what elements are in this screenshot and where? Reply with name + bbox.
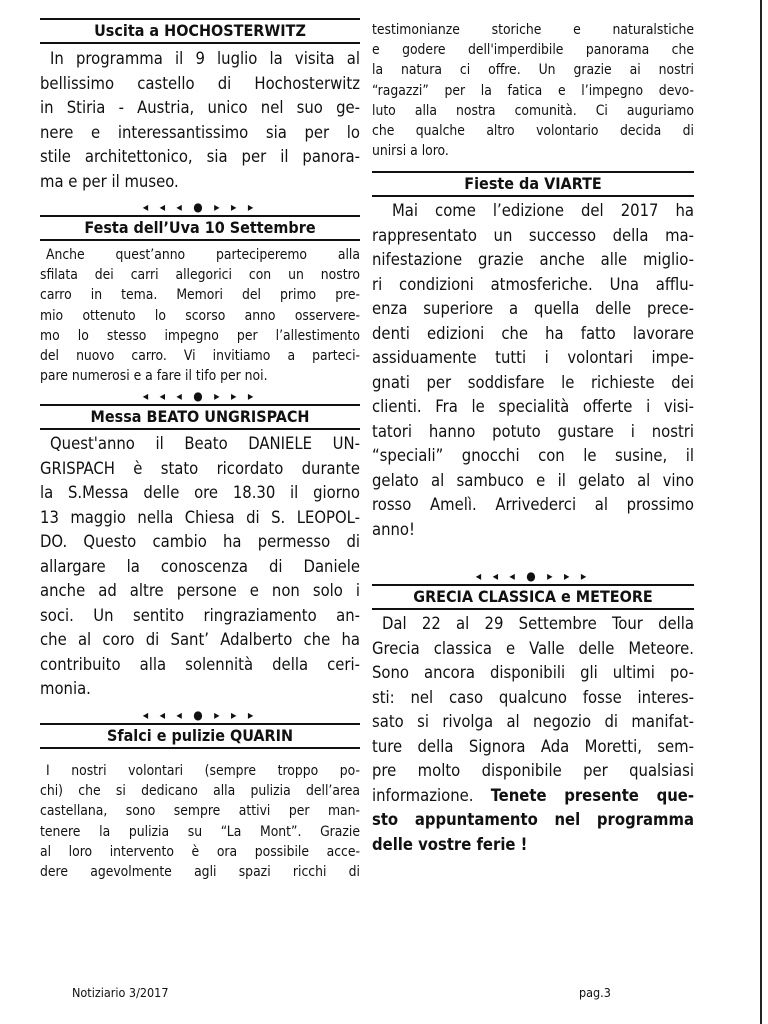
text-line: In programma il 9 luglio la visita al — [50, 49, 360, 68]
bold-text-line: delle vostre ferie ! — [372, 834, 528, 854]
right-column — [372, 20, 694, 857]
section-separator: ◂ ◂ ◂ ● ▸ ▸ ▸ — [142, 707, 258, 722]
section-title-grecia: GRECIA CLASSICA e METEORE — [413, 587, 653, 607]
text-line: “speciali” gnocchi con le susine, il — [372, 446, 694, 466]
text-line: Anche quest’anno parteciperemo alla — [46, 247, 360, 263]
text-line: anche ad altre persone e non solo i — [40, 581, 360, 601]
text-line: ma e per il museo. — [40, 171, 179, 191]
text-line: sfilata dei carri allegorici con un nostro — [40, 267, 360, 284]
section-body-grecia — [372, 612, 694, 857]
text-line: I nostri volontari (sempre troppo po- — [46, 762, 360, 779]
section-title-rule — [372, 195, 694, 197]
text-line: rosso Amelì. Arrivederci al prossimo — [372, 495, 694, 515]
section-title-rule — [40, 428, 360, 430]
text-line: sato si rivolga al negozio di manifat- — [372, 712, 694, 732]
section-title-sfalci: Sfalci e pulizie QUARIN — [106, 725, 294, 745]
text-line: allargare la conoscenza di Daniele — [40, 556, 360, 576]
text-line: anno! — [372, 519, 415, 539]
section-body-festa-uva — [40, 245, 360, 386]
text-line: Dal 22 al 29 Settembre Tour della — [382, 614, 694, 634]
section-title-rule — [372, 608, 694, 610]
text-line: la S.Messa delle ore 18.30 il giorno — [40, 483, 360, 503]
text-fragment: informazione. — [372, 785, 491, 805]
text-line: in Stiria - Austria, unico nel suo ge- — [40, 98, 360, 117]
section-title-rule — [40, 239, 360, 241]
text-line: nere e interessantissimo sia per lo — [40, 122, 360, 142]
text-line: mo lo stesso impegno per l’allestimento — [40, 327, 360, 344]
text-line: contribuito alla solennità della ceri- — [40, 654, 360, 674]
footer-page-number: pag.3 — [579, 985, 611, 1000]
text-line: Quest'anno il Beato DANIELE UN- — [50, 434, 360, 454]
text-line: enza superiore a quella delle prece- — [372, 299, 694, 319]
text-line: rappresentato un successo della ma- — [372, 225, 694, 245]
section-separator: ◂ ◂ ◂ ● ▸ ▸ ▸ — [142, 200, 258, 214]
text-line: sti: nel caso qualcuno fosse interes- — [372, 687, 694, 707]
text-line: testimonianze storiche e naturalstiche — [372, 22, 694, 38]
text-line: ture della Signora Ada Moretti, sem- — [372, 736, 694, 756]
text-line: bellissimo castello di Hochosterwitz — [40, 73, 360, 93]
text-line: Grecia classica e Valle delle Meteore. — [372, 638, 694, 658]
section-body-messa — [40, 432, 360, 702]
section-body-sfalci — [40, 761, 360, 882]
text-line: ri condizioni atmosferiche. Una afflu- — [372, 274, 694, 294]
text-line: chi) che si dedicano alla pulizia dell’area — [40, 783, 360, 800]
text-line: dere agevolmente agli spazi ricchi di — [40, 863, 360, 880]
bold-fragment: Tenete presente que- — [490, 785, 695, 805]
section-title-messa: Messa BEATO UNGRISPACH — [90, 407, 310, 427]
section-body-sfalci-continued — [372, 20, 694, 161]
text-line: castellana, sono sempre attivi per man- — [40, 803, 360, 820]
text-line: stile architettonico, sia per il panora- — [40, 147, 360, 166]
text-line: assiduamente tutti i volontari impe- — [372, 348, 694, 368]
text-line-mixed — [372, 784, 694, 809]
text-line: la natura ci offre. Un grazie ai nostri — [372, 62, 694, 79]
text-line: monia. — [40, 679, 91, 699]
text-line: pare numerosi e a fare il tifo per noi. — [40, 368, 268, 385]
section-title-hochosterwitz: Uscita a HOCHOSTERWITZ — [94, 21, 306, 40]
text-line: “ragazzi” per la fatica e l’impegno devo- — [372, 82, 694, 99]
text-line: gelato al sambuco e il gelato al vino — [372, 470, 694, 490]
bold-text-line: sto appuntamento nel programma — [372, 810, 694, 830]
text-line: soci. Un sentito ringraziamento an- — [40, 605, 360, 625]
text-line: gnati per soddisfare le richieste dei — [372, 372, 694, 392]
text-line: GRISPACH è stato ricordato durante — [40, 458, 360, 478]
text-line: mio ottenuto lo scorso anno osservere- — [40, 307, 360, 324]
text-line: pre molto disponibile per qualsiasi — [372, 761, 694, 781]
section-title-rule — [40, 42, 360, 44]
text-line: e godere dell'imperdibile panorama che — [372, 42, 694, 59]
text-line: tenere la pulizia su “La Mont”. Grazie — [40, 823, 360, 840]
text-line: che qualche altro volontario decida di — [372, 123, 694, 140]
text-line: al loro intervento è ora possibile acce- — [40, 843, 360, 860]
page-edge-line — [760, 0, 762, 1024]
section-separator: ◂ ◂ ◂ ● ▸ ▸ ▸ — [142, 389, 258, 404]
text-line: luto alla nostra comunità. Ci auguriamo — [372, 102, 694, 119]
text-line: che al coro di Sant’ Adalberto che ha — [40, 630, 360, 650]
text-line: DO. Questo cambio ha permesso di — [40, 532, 360, 552]
section-body-hochosterwitz — [40, 47, 360, 194]
text-line: carro in tema. Memori del primo pre- — [40, 287, 360, 304]
text-line: nifestazione grazie anche alle miglio- — [372, 250, 694, 270]
text-line: 13 maggio nella Chiesa di S. LEOPOL- — [40, 507, 360, 527]
footer-issue: Notiziario 3/2017 — [72, 985, 169, 1000]
text-line: clienti. Fra le specialità offerte i visi- — [372, 397, 694, 417]
section-title-festa-uva: Festa dell’Uva 10 Settembre — [84, 218, 316, 237]
text-line: unirsi a loro. — [372, 143, 449, 160]
section-title-rule — [40, 747, 360, 749]
section-title-viarte: Fieste da VIARTE — [464, 174, 602, 194]
text-line: tatori hanno potuto gustare i nostri — [372, 421, 694, 441]
section-separator: ◂ ◂ ◂ ● ▸ ▸ ▸ — [475, 569, 591, 584]
text-line: Mai come l’edizione del 2017 ha — [392, 201, 694, 221]
left-column — [40, 18, 360, 882]
section-body-viarte — [372, 199, 694, 542]
text-line: Sono ancora disponibili gli ultimi po- — [372, 663, 694, 683]
text-line: denti edizioni che ha fatto lavorare — [372, 323, 694, 343]
text-line: del nuovo carro. Vi invitiamo a parteci- — [40, 348, 360, 365]
